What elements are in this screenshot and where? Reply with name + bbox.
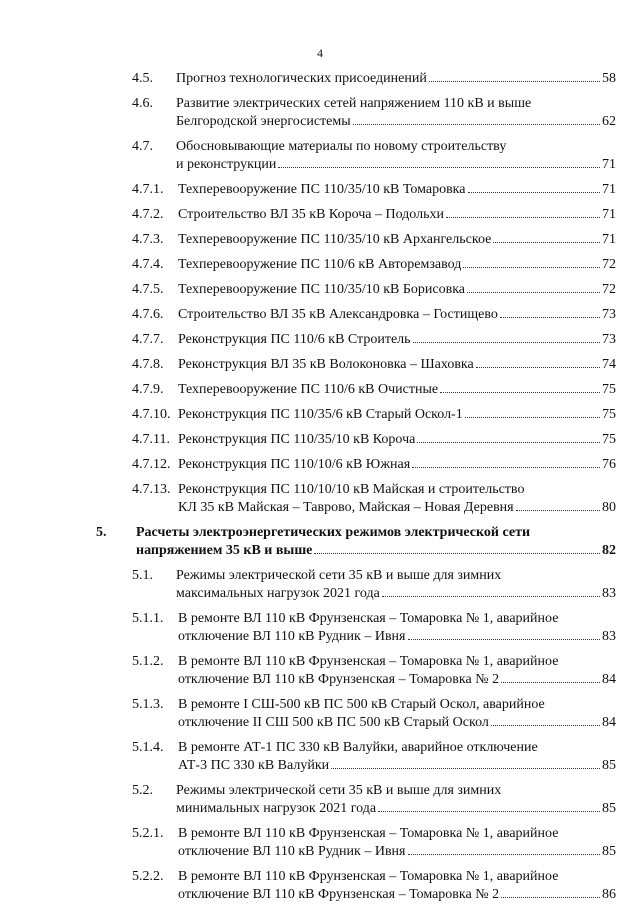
toc-entry-title [178,181,616,199]
toc-entry-last-line [178,356,616,374]
toc-entry-number: 4.7.5. [132,282,164,297]
toc-entry-line: Строительство ВЛ 35 кВ Короча – Подольхи [178,207,444,222]
toc-page-number: 75 [602,382,616,397]
toc-entry-last-line [178,181,616,199]
toc-dot-leader [382,596,600,597]
toc-entry-number: 5.1.1. [132,611,164,626]
toc-entry-line: Реконструкция ПС 110/35/10 кВ Короча [178,432,416,447]
toc-entry-line: В ремонте I СШ-500 кВ ПС 500 кВ Старый Оскол, аварийное [178,697,545,712]
toc-entry-title [178,739,616,775]
toc-entry-last-line [178,331,616,349]
toc-entry-line: КЛ 35 кВ Майская – Таврово, Майская – Новая Деревня [178,500,514,515]
toc-entry-last-line [176,800,616,818]
toc-entry-number: 4.7.8. [132,357,164,372]
toc-dot-leader [417,442,600,443]
toc-entry-title [178,825,616,861]
toc-entry-last-line [178,206,616,224]
toc-entry [132,331,616,349]
toc-entry-line: отключение ВЛ 110 кВ Фрунзенская – Томаровка № 2 [178,887,500,902]
toc-entry-title [178,356,616,374]
toc-entry [132,610,616,646]
toc-entry-last-line [178,714,616,732]
toc-page-number: 71 [602,157,616,172]
toc-entry-number: 4.7.9. [132,382,164,397]
toc-page-number: 82 [602,543,616,558]
toc-entry [132,481,616,517]
toc-dot-leader [446,217,600,218]
toc-entry-number: 5. [96,525,107,540]
toc-page-number: 83 [602,586,616,601]
toc-entry [132,70,616,88]
toc-entry [132,281,616,299]
toc-entry-last-line [178,281,616,299]
toc-entry-line: и реконструкции [176,157,277,172]
toc-entry-number: 4.7.1. [132,182,164,197]
toc-entry-last-line [178,671,616,689]
toc-entry-number: 4.5. [132,71,153,86]
toc-entry-number: 4.7.7. [132,332,164,347]
toc-entry-last-line [178,757,616,775]
toc-dot-leader [516,510,600,511]
toc-entry [96,524,616,560]
toc-entry-last-line [176,70,616,88]
toc-entry-last-line [178,231,616,249]
page-number: 4 [317,46,323,60]
toc-entry-line: Техперевооружение ПС 110/35/10 кВ Архангельское [178,232,492,247]
toc-page-number: 85 [602,758,616,773]
toc-dot-leader [378,811,600,812]
toc-entry-line: Реконструкция ПС 110/10/10 кВ Майская и строительство [178,482,525,497]
toc-page-number: 62 [602,114,616,129]
toc-dot-leader [467,292,600,293]
toc-entry-number: 5.2.2. [132,869,164,884]
toc-entry-line: отключение II СШ 500 кВ ПС 500 кВ Старый Оскол [178,715,489,730]
toc-entry-last-line [178,886,616,904]
toc-entry-title [178,696,616,732]
toc-entry-line: АТ-3 ПС 330 кВ Валуйки [178,758,330,773]
toc-entry-line: В ремонте АТ-1 ПС 330 кВ Валуйки, аварийное отключение [178,740,538,755]
toc-dot-leader [501,682,600,683]
toc-entry-title [178,306,616,324]
toc-entry-number: 4.7.12. [132,457,171,472]
toc-entry-title [136,524,616,560]
toc-entry-line: Режимы электрической сети 35 кВ и выше для зимних [176,783,502,798]
toc-entry [132,381,616,399]
toc-entry-last-line [178,381,616,399]
toc-entry [132,825,616,861]
toc-page-number: 74 [602,357,616,372]
toc-entry-line: В ремонте ВЛ 110 кВ Фрунзенская – Томаровка № 1, аварийное [178,826,559,841]
toc-entry-last-line [176,156,616,174]
toc-entry-last-line [178,499,616,517]
toc-entry-title [178,653,616,689]
toc-entry-title [176,782,616,818]
toc-entry-title [178,868,616,904]
toc-dot-leader [493,242,600,243]
toc-entry-line: В ремонте ВЛ 110 кВ Фрунзенская – Томаровка № 1, аварийное [178,654,559,669]
toc-entry [132,406,616,424]
toc-page-number: 83 [602,629,616,644]
toc-page-number: 80 [602,500,616,515]
toc-entry-line: Режимы электрической сети 35 кВ и выше для зимних [176,568,502,583]
toc-entry [132,306,616,324]
toc-entry-line: Прогноз технологических присоединений [176,71,427,86]
toc-entry [132,456,616,474]
toc-entry [132,206,616,224]
toc-page-number: 71 [602,207,616,222]
toc-dot-leader [353,124,600,125]
toc-entry-title [178,231,616,249]
toc-page-number: 75 [602,432,616,447]
toc-entry-line: Техперевооружение ПС 110/6 кВ Авторемзавод [178,257,462,272]
toc-entry-last-line [178,406,616,424]
toc-entry-line: Техперевооружение ПС 110/6 кВ Очистные [178,382,439,397]
toc-entry-title [178,610,616,646]
toc-dot-leader [476,367,600,368]
toc-dot-leader [408,854,601,855]
toc-entry-line: Реконструкция ПС 110/6 кВ Строитель [178,332,411,347]
toc-entry-line: отключение ВЛ 110 кВ Рудник – Ивня [178,844,406,859]
toc-entry-number: 5.1.3. [132,697,164,712]
toc-entry [132,782,616,818]
toc-dot-leader [413,342,600,343]
toc-entry-line: Обосновывающие материалы по новому строительству [176,139,507,154]
toc-entry-line: Техперевооружение ПС 110/35/10 кВ Борисовка [178,282,466,297]
toc-entry-line: Строительство ВЛ 35 кВ Александровка – Гостищево [178,307,498,322]
toc-entry-title [178,406,616,424]
toc-dot-leader [501,897,600,898]
toc-entry-last-line [136,542,616,560]
toc-entry-last-line [178,431,616,449]
toc-entry-last-line [178,456,616,474]
toc-entry-number: 4.6. [132,96,153,111]
toc-page-number: 73 [602,307,616,322]
toc-dot-leader [440,392,600,393]
toc-page-number: 85 [602,801,616,816]
toc-entry-number: 4.7.3. [132,232,164,247]
toc-entry [132,138,616,174]
toc-entry [132,95,616,131]
toc-entry-number: 5.1. [132,568,153,583]
toc-entry-last-line [176,585,616,603]
toc-entry [132,231,616,249]
toc-entry-number: 4.7.4. [132,257,164,272]
toc-entry-number: 4.7.6. [132,307,164,322]
toc-entry-line: Расчеты электроэнергетических режимов электрической сети [136,525,531,540]
toc-entry-line: Реконструкция ВЛ 35 кВ Волоконовка – Шаховка [178,357,474,372]
toc-entry [132,431,616,449]
toc-entry-line: В ремонте ВЛ 110 кВ Фрунзенская – Томаровка № 1, аварийное [178,869,559,884]
toc-page-number: 72 [602,257,616,272]
toc-entry-number: 5.2.1. [132,826,164,841]
toc-dot-leader [465,417,600,418]
toc-page-number: 71 [602,232,616,247]
toc-entry-title [178,481,616,517]
toc-entry-last-line [178,306,616,324]
toc-page-number: 84 [602,715,616,730]
toc-entry-title [178,206,616,224]
toc-entry-title [178,431,616,449]
toc-entry-title [178,456,616,474]
toc-entry [132,356,616,374]
toc-entry-line: максимальных нагрузок 2021 года [176,586,380,601]
toc-entry [132,653,616,689]
toc-entry-line: минимальных нагрузок 2021 года [176,801,377,816]
toc-page-number: 71 [602,182,616,197]
toc-entry-number: 4.7. [132,139,153,154]
toc-entry-line: В ремонте ВЛ 110 кВ Фрунзенская – Томаровка № 1, аварийное [178,611,559,626]
table-of-contents [96,70,616,911]
toc-entry [132,181,616,199]
toc-dot-leader [408,639,601,640]
toc-entry-number: 4.7.10. [132,407,171,422]
toc-entry [132,868,616,904]
toc-entry-number: 4.7.11. [132,432,170,447]
toc-entry-line: напряжением 35 кВ и выше [136,543,313,558]
toc-entry-last-line [178,843,616,861]
toc-page-number: 85 [602,844,616,859]
toc-dot-leader [314,553,600,554]
toc-entry-number: 5.2. [132,783,153,798]
toc-entry [132,567,616,603]
toc-entry-number: 5.1.4. [132,740,164,755]
toc-entry-title [176,95,616,131]
toc-dot-leader [331,768,600,769]
toc-entry-title [176,70,616,88]
toc-page-number: 76 [602,457,616,472]
toc-entry [132,256,616,274]
toc-entry-line: отключение ВЛ 110 кВ Рудник – Ивня [178,629,406,644]
toc-entry-number: 4.7.13. [132,482,171,497]
toc-dot-leader [500,317,600,318]
toc-entry-title [176,138,616,174]
toc-entry-title [178,331,616,349]
toc-entry-title [176,567,616,603]
toc-dot-leader [463,267,600,268]
toc-entry-line: Белгородской энергосистемы [176,114,351,129]
toc-page-number: 84 [602,672,616,687]
toc-entry-line: Техперевооружение ПС 110/35/10 кВ Томаровка [178,182,466,197]
toc-entry-line: Реконструкция ПС 110/35/6 кВ Старый Оскол-1 [178,407,463,422]
toc-page-number: 86 [602,887,616,902]
toc-entry-line: Развитие электрических сетей напряжением 110 кВ и выше [176,96,532,111]
toc-entry-title [178,381,616,399]
toc-page-number: 72 [602,282,616,297]
toc-entry [132,739,616,775]
toc-entry-title [178,281,616,299]
toc-entry-last-line [176,113,616,131]
toc-dot-leader [468,192,601,193]
toc-dot-leader [412,467,600,468]
toc-entry-line: отключение ВЛ 110 кВ Фрунзенская – Томаровка № 2 [178,672,500,687]
toc-dot-leader [278,167,600,168]
toc-entry-last-line [178,256,616,274]
toc-entry-title [178,256,616,274]
toc-entry [132,696,616,732]
toc-page-number: 73 [602,332,616,347]
toc-entry-number: 5.1.2. [132,654,164,669]
toc-entry-number: 4.7.2. [132,207,164,222]
toc-dot-leader [491,725,600,726]
toc-entry-last-line [178,628,616,646]
toc-page-number: 58 [602,71,616,86]
toc-entry-line: Реконструкция ПС 110/10/6 кВ Южная [178,457,411,472]
toc-page-number: 75 [602,407,616,422]
toc-dot-leader [429,81,600,82]
